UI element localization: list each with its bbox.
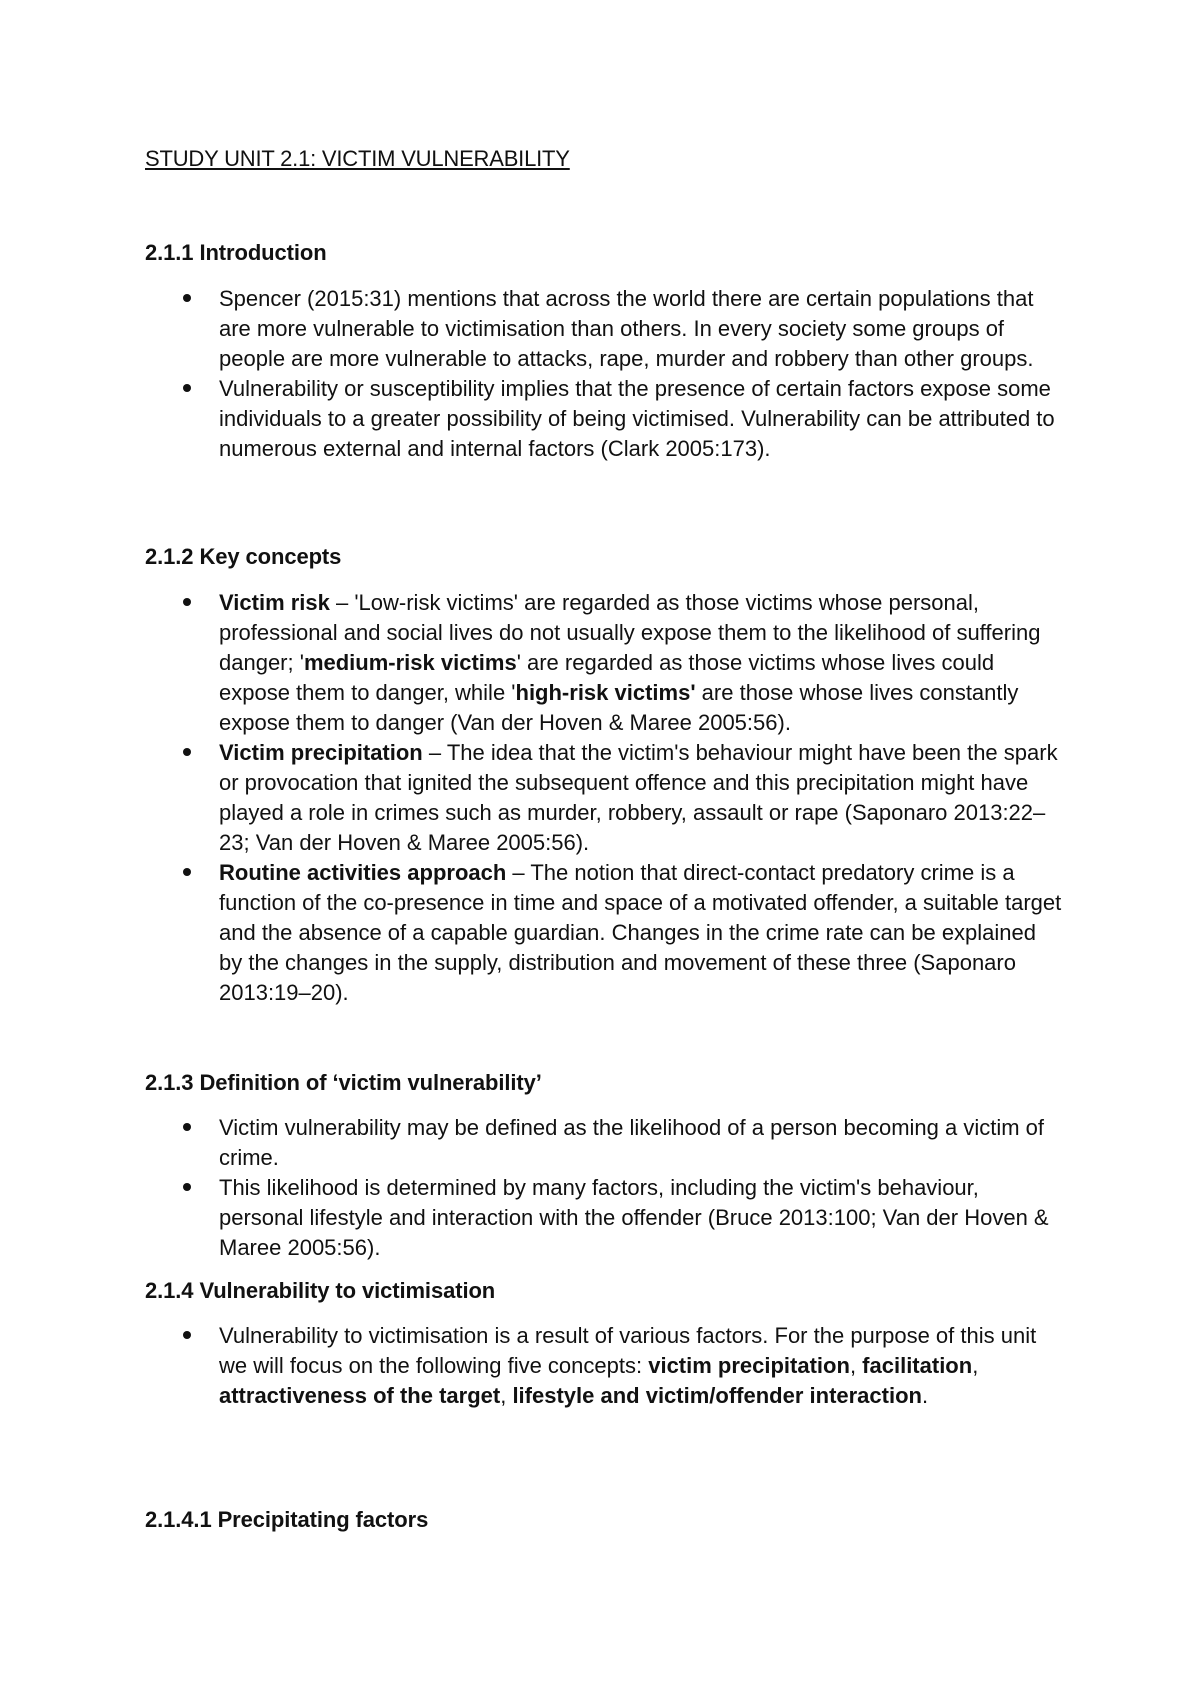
section-heading-introduction: 2.1.1 Introduction: [145, 240, 327, 265]
list-item: Vulnerability or susceptibility implies that the presence of certain factors expose some individuals to a greater possibility of being victimised. Vulnerability can be attributed to numerous external and internal factors (Clark 2005:173).: [0, 374, 1064, 464]
section-heading-key-concepts: 2.1.2 Key concepts: [145, 544, 342, 569]
definition-list: [0, 1113, 1200, 1263]
list-item: Routine activities approach – The notion that direct-contact predatory crime is a function of the co-presence in time and space of a motivated offender, a suitable target and the absence of a capable guardian. Changes in the crime rate can be explained by the changes in the supply, distribution and movement of these three (Saponaro 2013:19–20).: [0, 858, 1064, 1008]
term-medium-risk: medium-risk victims: [303, 650, 517, 675]
term-high-risk: high-risk victims': [515, 680, 696, 705]
vulnerability-list: [0, 1321, 1200, 1411]
term-routine-activities: Routine activities approach: [219, 860, 507, 885]
introduction-list: [0, 284, 1200, 464]
list-item: Victim risk – 'Low-risk victims' are regarded as those victims whose personal, professional and social lives do not usually expose them to the likelihood of suffering danger; 'medium-risk victims' are regarded as those victims whose lives could expose them to danger, while 'high-risk victims' are those whose lives constantly expose them to danger (Van der Hoven & Maree 2005:56).: [0, 588, 1064, 738]
list-item: Victim precipitation – The idea that the victim's behaviour might have been the spark or provocation that ignited the subsequent offence and this precipitation might have played a role in crimes such as murder, robbery, assault or rape (Saponaro 2013:22–23; Van der Hoven & Maree 2005:56).: [0, 738, 1064, 858]
list-item: This likelihood is determined by many factors, including the victim's behaviour, personal lifestyle and interaction with the offender (Bruce 2013:100; Van der Hoven & Maree 2005:56).: [0, 1173, 1064, 1263]
term-victim-precipitation: Victim precipitation: [219, 740, 423, 765]
section-heading-definition: 2.1.3 Definition of ‘victim vulnerability’: [145, 1070, 542, 1095]
list-item: Victim vulnerability may be defined as the likelihood of a person becoming a victim of crime.: [0, 1113, 1064, 1173]
key-concepts-list: [0, 588, 1200, 1008]
section-heading-vulnerability: 2.1.4 Vulnerability to victimisation: [145, 1278, 496, 1303]
list-item: Vulnerability to victimisation is a result of various factors. For the purpose of this unit we will focus on the following five concepts: victim precipitation, facilitation, attractiveness of the target, lifestyle and victim/offender interaction.: [0, 1321, 1064, 1411]
section-heading-precipitating: 2.1.4.1 Precipitating factors: [145, 1507, 429, 1532]
term-victim-risk: Victim risk: [219, 590, 330, 615]
list-item: Spencer (2015:31) mentions that across the world there are certain populations that are more vulnerable to victimisation than others. In every society some groups of people are more vulnerable to attacks, rape, murder and robbery than other groups.: [0, 284, 1064, 374]
document-title: STUDY UNIT 2.1: VICTIM VULNERABILITY: [145, 146, 570, 171]
